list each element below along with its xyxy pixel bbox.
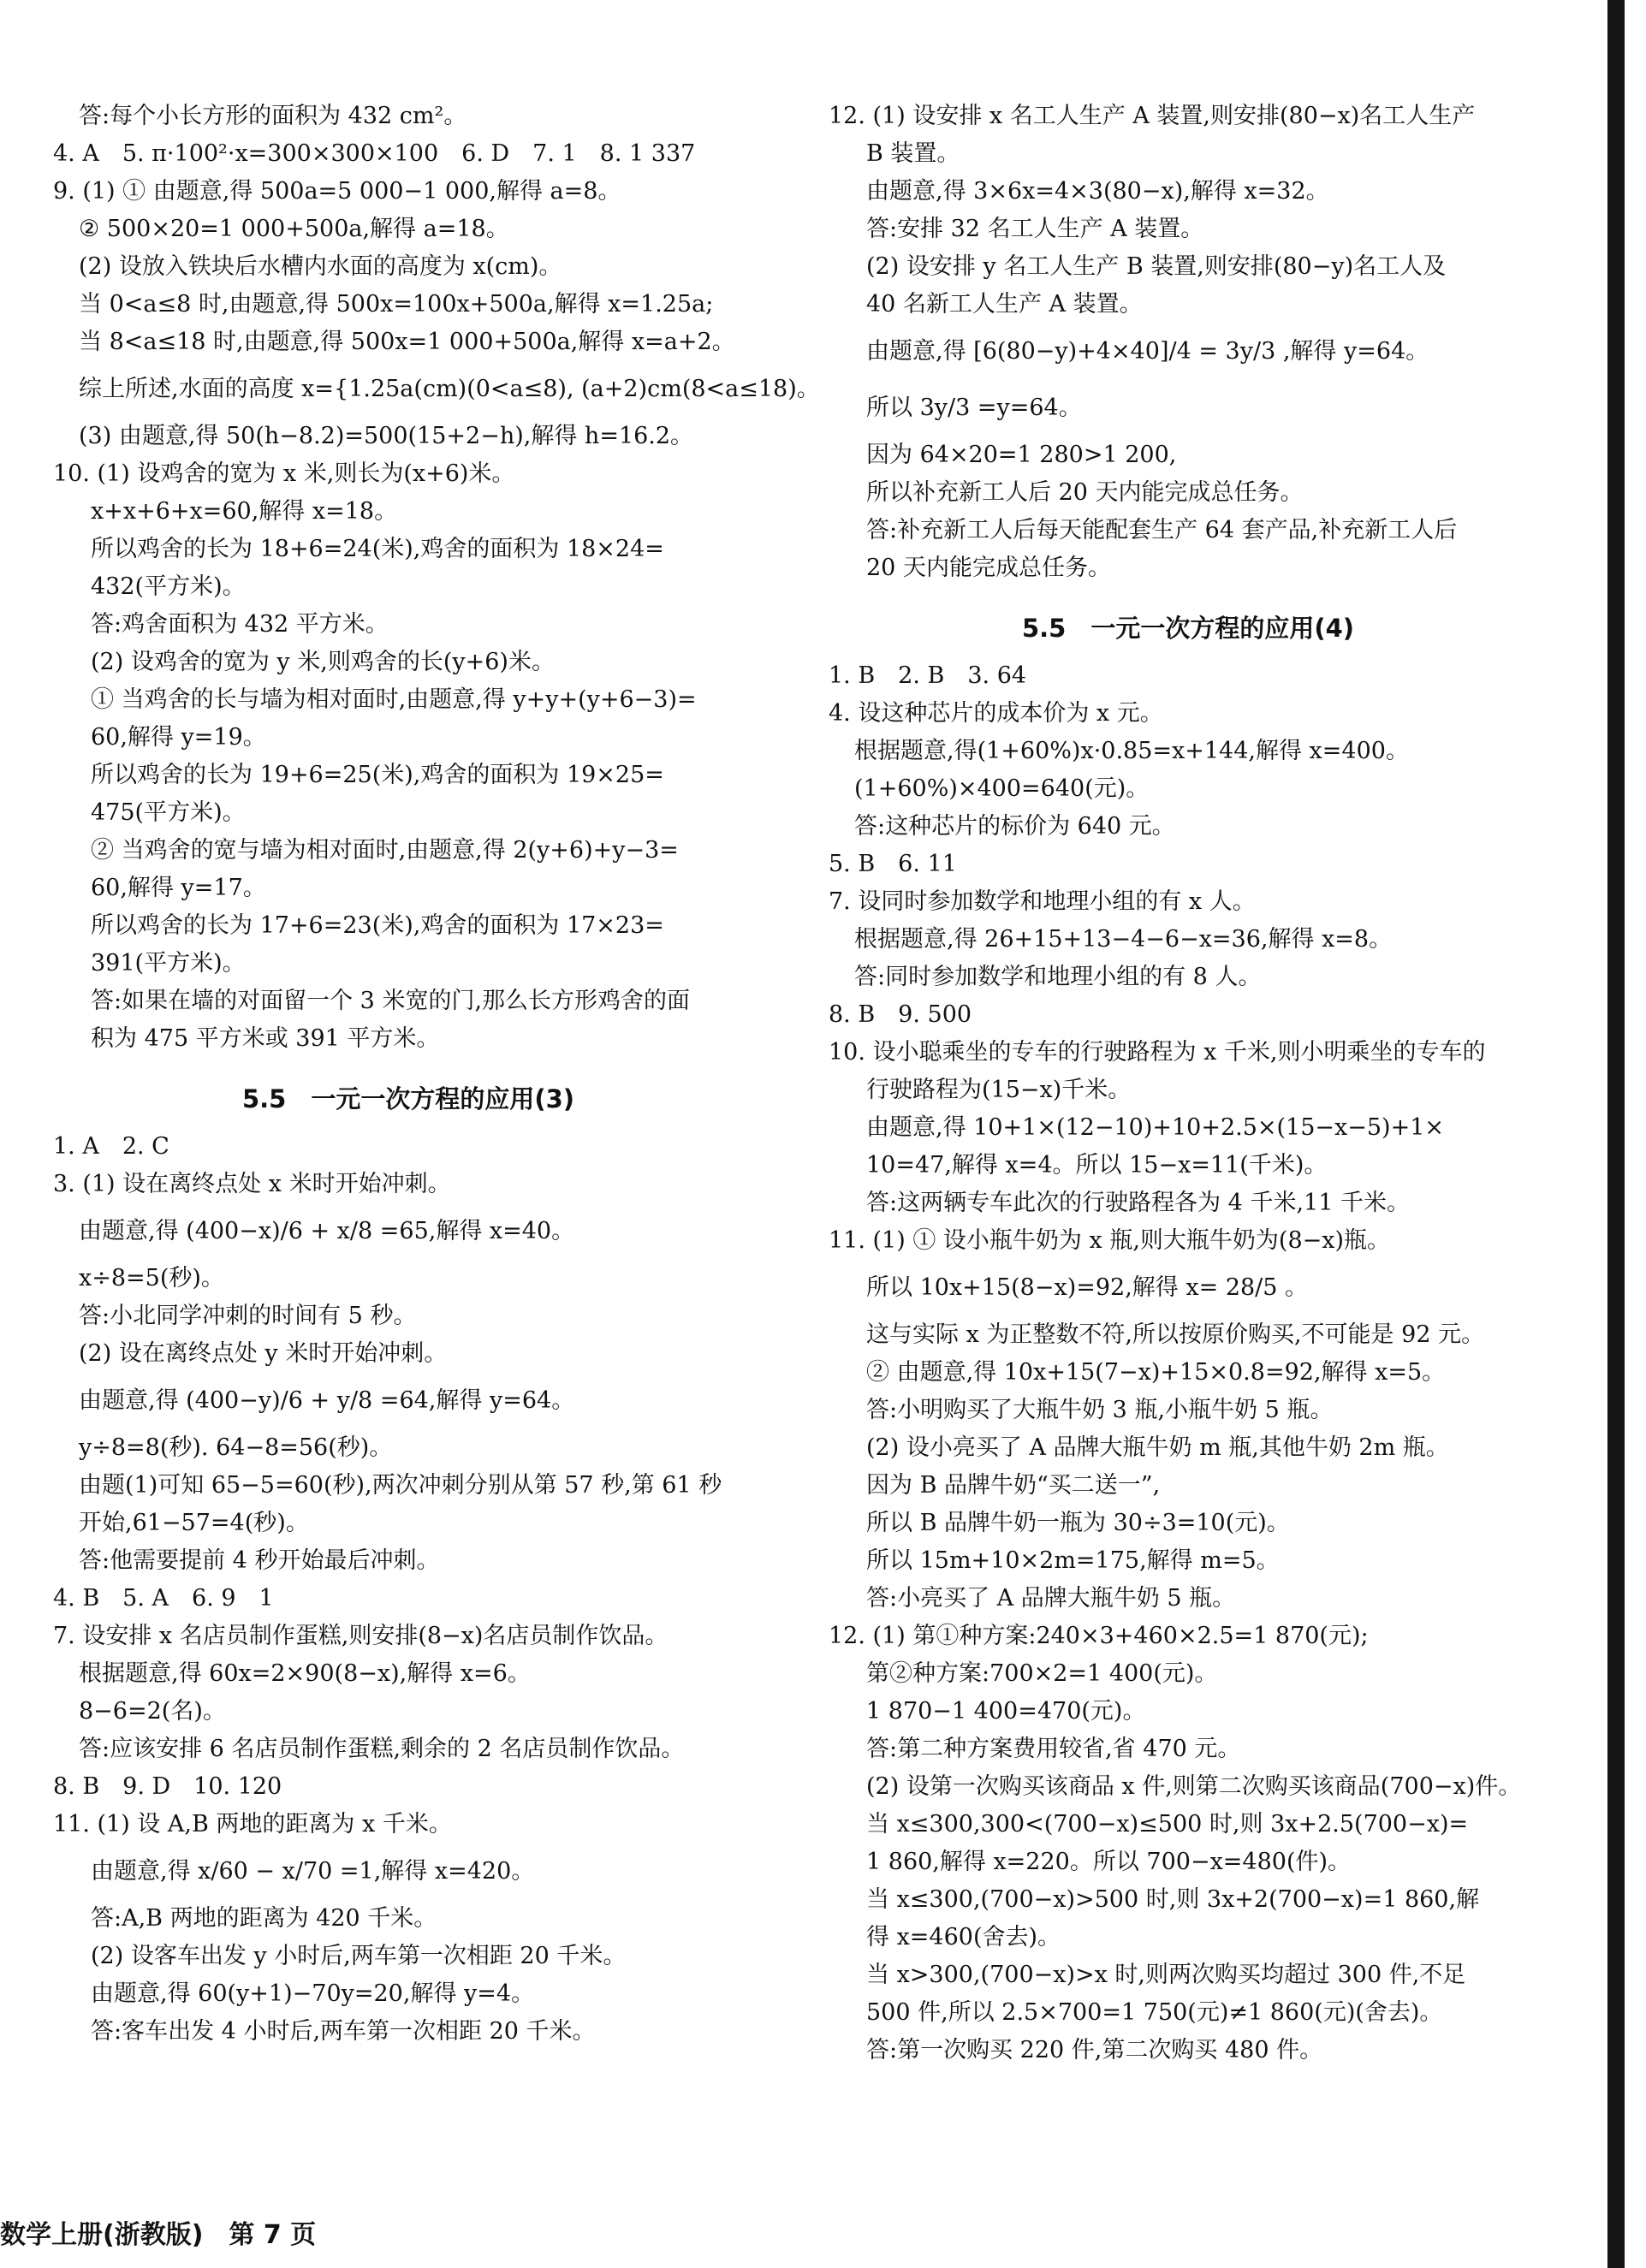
section-title: 5.5 一元一次方程的应用(3)	[241, 1084, 575, 1113]
answer-line: (3) 由题意,得 50(h−8.2)=500(15+2−h),解得 h=16.2。	[79, 423, 694, 449]
answer-line: 由题意,得 60(y+1)−70y=20,解得 y=4。	[91, 1980, 535, 2007]
answer-line: 由题意,得 3×6x=4×3(80−x),解得 x=32。	[866, 178, 1329, 205]
answer-line: 由题意,得 (400−x)/6 + x/8 =65,解得 x=40。	[79, 1218, 575, 1244]
answer-line: 500 件,所以 2.5×700=1 750(元)≠1 860(元)(舍去)。	[866, 1999, 1443, 2026]
answer-line: 由题意,得 10+1×(12−10)+10+2.5×(15−x−5)+1×	[866, 1114, 1445, 1141]
answer-line: 当 x>300,(700−x)>x 时,则两次购买均超过 300 件,不足	[866, 1962, 1466, 1988]
answer-line: x÷8=5(秒)。	[79, 1265, 224, 1291]
answer-line: ② 500×20=1 000+500a,解得 a=18。	[79, 216, 509, 242]
answer-line: 答:小北同学冲刺的时间有 5 秒。	[79, 1303, 417, 1329]
answer-line: 当 x≤300,300<(700−x)≤500 时,则 3x+2.5(700−x)=	[866, 1811, 1469, 1838]
answer-line: 答:每个小长方形的面积为 432 cm²。	[79, 103, 467, 129]
answer-line: 所以 3y/3 =y=64。	[866, 395, 1082, 421]
answer-line: 391(平方米)。	[91, 950, 246, 977]
answer-line: 根据题意,得 26+15+13−4−6−x=36,解得 x=8。	[854, 926, 1393, 953]
answer-line: 5. B 6. 11	[829, 851, 957, 877]
answer-line: 答:小明购买了大瓶牛奶 3 瓶,小瓶牛奶 5 瓶。	[866, 1397, 1334, 1423]
answer-line: (2) 设小亮买了 A 品牌大瓶牛奶 m 瓶,其他牛奶 2m 瓶。	[866, 1434, 1449, 1461]
answer-line: 所以鸡舍的长为 18+6=24(米),鸡舍的面积为 18×24=	[91, 536, 664, 562]
answer-line: 由题意,得 [6(80−y)+4×40]/4 = 3y/3 ,解得 y=64。	[866, 338, 1429, 365]
answer-line: 10. 设小聪乘坐的专车的行驶路程为 x 千米,则小明乘坐的专车的	[829, 1039, 1486, 1066]
answer-line: 答:第一次购买 220 件,第二次购买 480 件。	[866, 2037, 1323, 2063]
answer-line: 这与实际 x 为正整数不符,所以按原价购买,不可能是 92 元。	[866, 1321, 1485, 1348]
answer-line: 所以 B 品牌牛奶一瓶为 30÷3=10(元)。	[866, 1510, 1290, 1536]
answer-line: 所以 10x+15(8−x)=92,解得 x= 28/5 。	[866, 1274, 1309, 1301]
answer-line: 根据题意,得(1+60%)x·0.85=x+144,解得 x=400。	[854, 738, 1409, 764]
answer-line: 答:如果在墙的对面留一个 3 米宽的门,那么长方形鸡舍的面	[91, 988, 691, 1014]
answer-line: 所以 15m+10×2m=175,解得 m=5。	[866, 1547, 1280, 1574]
answer-line: 答:鸡舍面积为 432 平方米。	[91, 611, 389, 638]
answer-line: 答:A,B 两地的距离为 420 千米。	[91, 1905, 437, 1932]
answer-line: ② 由题意,得 10x+15(7−x)+15×0.8=92,解得 x=5。	[866, 1359, 1446, 1386]
answer-line: 40 名新工人生产 A 装置。	[866, 291, 1143, 318]
answer-line: (2) 设鸡舍的宽为 y 米,则鸡舍的长(y+6)米。	[91, 649, 555, 675]
answer-line: 因为 64×20=1 280>1 200,	[866, 442, 1177, 468]
answer-line: 积为 475 平方米或 391 平方米。	[91, 1025, 440, 1052]
answer-line: 12. (1) 设安排 x 名工人生产 A 装置,则安排(80−x)名工人生产	[829, 103, 1476, 129]
answer-line: 所以补充新工人后 20 天内能完成总任务。	[866, 479, 1304, 506]
answer-line: 4. A 5. π·100²·x=300×300×100 6. D 7. 1 8. 1 337	[53, 140, 696, 167]
answer-line: 11. (1) 设 A,B 两地的距离为 x 千米。	[53, 1811, 452, 1838]
answer-line: 20 天内能完成总任务。	[866, 555, 1111, 581]
answer-line: 432(平方米)。	[91, 573, 246, 600]
answer-line: 开始,61−57=4(秒)。	[79, 1510, 309, 1536]
answer-line: 根据题意,得 60x=2×90(8−x),解得 x=6。	[79, 1660, 531, 1687]
answer-line: 11. (1) ① 设小瓶牛奶为 x 瓶,则大瓶牛奶为(8−x)瓶。	[829, 1227, 1391, 1254]
answer-line: 1 870−1 400=470(元)。	[866, 1698, 1146, 1725]
answer-line: 答:他需要提前 4 秒开始最后冲刺。	[79, 1547, 440, 1574]
answer-line: 答:这种芯片的标价为 640 元。	[854, 813, 1175, 840]
answer-line: 12. (1) 第①种方案:240×3+460×2.5=1 870(元);	[829, 1623, 1369, 1649]
answer-line: 得 x=460(舍去)。	[866, 1924, 1061, 1950]
answer-line: 1 860,解得 x=220。所以 700−x=480(件)。	[866, 1849, 1352, 1875]
answer-line: 答:补充新工人后每天能配套生产 64 套产品,补充新工人后	[866, 517, 1458, 543]
answer-line: 答:第二种方案费用较省,省 470 元。	[866, 1736, 1241, 1762]
answer-line: 行驶路程为(15−x)千米。	[866, 1077, 1132, 1103]
answer-line: x+x+6+x=60,解得 x=18。	[91, 498, 398, 525]
answer-line: 第②种方案:700×2=1 400(元)。	[866, 1660, 1218, 1687]
answer-line: 答:客车出发 4 小时后,两车第一次相距 20 千米。	[91, 2018, 596, 2045]
answer-line: 答:应该安排 6 名店员制作蛋糕,剩余的 2 名店员制作饮品。	[79, 1736, 685, 1762]
right-column	[829, 98, 1548, 2069]
answer-line: 60,解得 y=19。	[91, 724, 266, 751]
left-column	[53, 98, 820, 2051]
answer-line: 所以鸡舍的长为 17+6=23(米),鸡舍的面积为 17×23=	[91, 912, 664, 939]
answer-line: 所以鸡舍的长为 19+6=25(米),鸡舍的面积为 19×25=	[91, 762, 664, 788]
answer-line: 答:同时参加数学和地理小组的有 8 人。	[854, 964, 1262, 990]
answer-line: (1+60%)×400=640(元)。	[854, 775, 1150, 802]
answer-line: 60,解得 y=17。	[91, 875, 266, 901]
answer-line: 答:这两辆专车此次的行驶路程各为 4 千米,11 千米。	[866, 1190, 1410, 1216]
answer-line: 由题意,得 x/60 − x/70 =1,解得 x=420。	[91, 1858, 535, 1885]
answer-line: 当 x≤300,(700−x)>500 时,则 3x+2(700−x)=1 860,解	[866, 1886, 1480, 1913]
answer-line: 8−6=2(名)。	[79, 1698, 226, 1725]
binding-edge	[1607, 0, 1625, 2268]
answer-line: y÷8=8(秒). 64−8=56(秒)。	[79, 1434, 393, 1461]
answer-line: 4. 设这种芯片的成本价为 x 元。	[829, 700, 1163, 727]
answer-line: 综上所述,水面的高度 x={1.25a(cm)(0<a≤8), (a+2)cm(8<a≤18)。	[79, 376, 820, 402]
answer-line: 4. B 5. A 6. 9 1	[53, 1585, 274, 1612]
answer-line: ① 当鸡舍的长与墙为相对面时,由题意,得 y+y+(y+6−3)=	[91, 686, 697, 713]
answer-line: 7. 设安排 x 名店员制作蛋糕,则安排(8−x)名店员制作饮品。	[53, 1623, 669, 1649]
answer-line: (2) 设客车出发 y 小时后,两车第一次相距 20 千米。	[91, 1943, 627, 1969]
answer-line: 因为 B 品牌牛奶“买二送一”,	[866, 1472, 1161, 1499]
answer-line: 由题意,得 (400−y)/6 + y/8 =64,解得 y=64。	[79, 1387, 575, 1414]
answer-line: 10=47,解得 x=4。所以 15−x=11(千米)。	[866, 1152, 1328, 1179]
answer-line: 由题(1)可知 65−5=60(秒),两次冲刺分别从第 57 秒,第 61 秒	[79, 1472, 722, 1499]
answer-line: 答:安排 32 名工人生产 A 装置。	[866, 216, 1204, 242]
answer-line: 当 0<a≤8 时,由题意,得 500x=100x+500a,解得 x=1.25a;	[79, 291, 714, 318]
answer-line: 1. A 2. C	[53, 1133, 169, 1160]
answer-line: 3. (1) 设在离终点处 x 米时开始冲刺。	[53, 1171, 451, 1197]
answer-line: 1. B 2. B 3. 64	[829, 662, 1027, 689]
answer-line: (2) 设安排 y 名工人生产 B 装置,则安排(80−y)名工人及	[866, 253, 1447, 280]
answer-line: (2) 设放入铁块后水槽内水面的高度为 x(cm)。	[79, 253, 562, 280]
answer-line: ② 当鸡舍的宽与墙为相对面时,由题意,得 2(y+6)+y−3=	[91, 837, 679, 864]
answer-line: B 装置。	[866, 140, 960, 167]
answer-line: (2) 设第一次购买该商品 x 件,则第二次购买该商品(700−x)件。	[866, 1773, 1522, 1800]
answer-line: 答:小亮买了 A 品牌大瓶牛奶 5 瓶。	[866, 1585, 1236, 1612]
page-footer: 数学上册(浙教版) 第 7 页	[0, 2220, 317, 2250]
answer-line: 9. (1) ① 由题意,得 500a=5 000−1 000,解得 a=8。	[53, 178, 621, 205]
answer-line: 7. 设同时参加数学和地理小组的有 x 人。	[829, 888, 1256, 915]
section-title: 5.5 一元一次方程的应用(4)	[1021, 614, 1355, 643]
answer-line: 10. (1) 设鸡舍的宽为 x 米,则长为(x+6)米。	[53, 460, 515, 487]
answer-line: 8. B 9. 500	[829, 1001, 972, 1028]
answer-line: 475(平方米)。	[91, 799, 246, 826]
answer-line: 当 8<a≤18 时,由题意,得 500x=1 000+500a,解得 x=a+2。	[79, 329, 735, 355]
answer-line: 8. B 9. D 10. 120	[53, 1773, 282, 1800]
answer-line: (2) 设在离终点处 y 米时开始冲刺。	[79, 1340, 448, 1367]
